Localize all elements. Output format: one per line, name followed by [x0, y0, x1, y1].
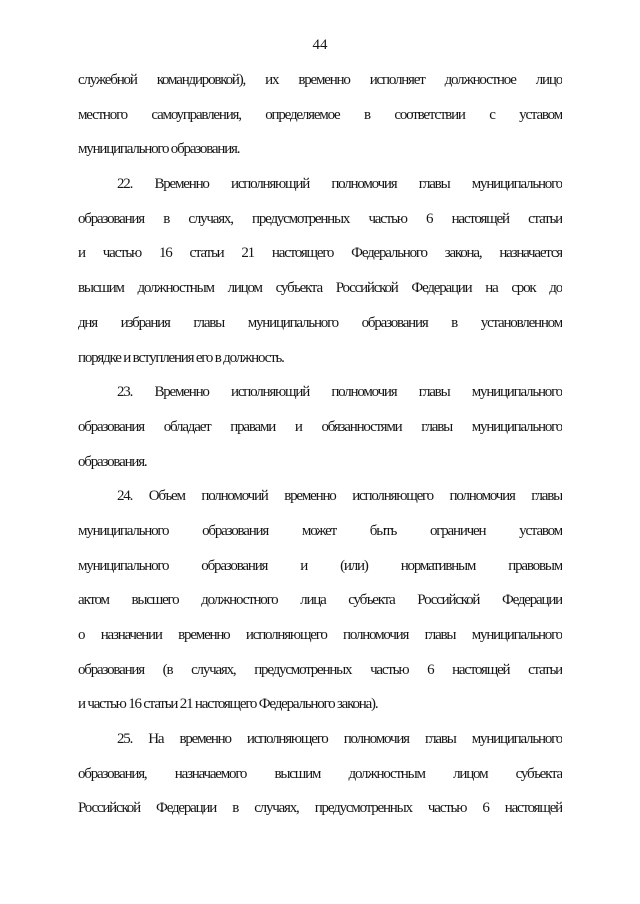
text-line: 24. Объем полномочий временно исполняющего полномочия главы	[117, 488, 562, 505]
text-line: местного самоуправления, определяемое в соответствии с уставом	[78, 106, 562, 123]
text-line: и частью 16 статьи 21 настоящего Федерального закона).	[78, 696, 378, 713]
text-line: служебной командировкой), их временно исполняет должностное лицо	[78, 72, 562, 88]
text-line: муниципального образования и (или) нормативным правовым	[78, 557, 562, 574]
text-line: образования обладает правами и обязанностями главы муниципального	[78, 418, 562, 435]
text-line: образования (в случаях, предусмотренных частью 6 настоящей статьи	[78, 661, 562, 678]
text-line: образования в случаях, предусмотренных частью 6 настоящей статьи	[78, 210, 562, 227]
text-line: актом высшего должностного лица субъекта Российской Федерации	[78, 592, 562, 609]
document-body	[78, 63, 562, 826]
text-line: Российской Федерации в случаях, предусмотренных частью 6 настоящей	[78, 800, 562, 817]
text-line: о назначении временно исполняющего полномочия главы муниципального	[78, 627, 562, 643]
text-line: муниципального образования.	[78, 141, 240, 158]
text-line: 23. Временно исполняющий полномочия главы муниципального	[117, 384, 562, 401]
text-line: дня избрания главы муниципального образования в установленном	[78, 314, 562, 331]
paragraph-24	[78, 479, 562, 722]
text-line: и частью 16 статьи 21 настоящего Федерального закона, назначается	[78, 245, 562, 262]
text-line: муниципального образования может быть ограничен уставом	[78, 522, 562, 539]
text-line: 22. Временно исполняющий полномочия главы муниципального	[117, 176, 562, 193]
text-line: образования.	[78, 453, 147, 470]
text-line: высшим должностным лицом субъекта Российской Федерации на срок до	[78, 280, 562, 297]
paragraph-continuation	[78, 63, 562, 167]
page-number: 44	[312, 37, 328, 53]
paragraph-22	[78, 167, 562, 375]
paragraph-25	[78, 722, 562, 826]
text-line: образования, назначаемого высшим должностным лицом субъекта	[78, 765, 562, 782]
paragraph-23	[78, 375, 562, 479]
text-line: 25. На временно исполняющего полномочия главы муниципального	[117, 731, 562, 748]
text-line: порядке и вступления его в должность.	[78, 349, 284, 366]
